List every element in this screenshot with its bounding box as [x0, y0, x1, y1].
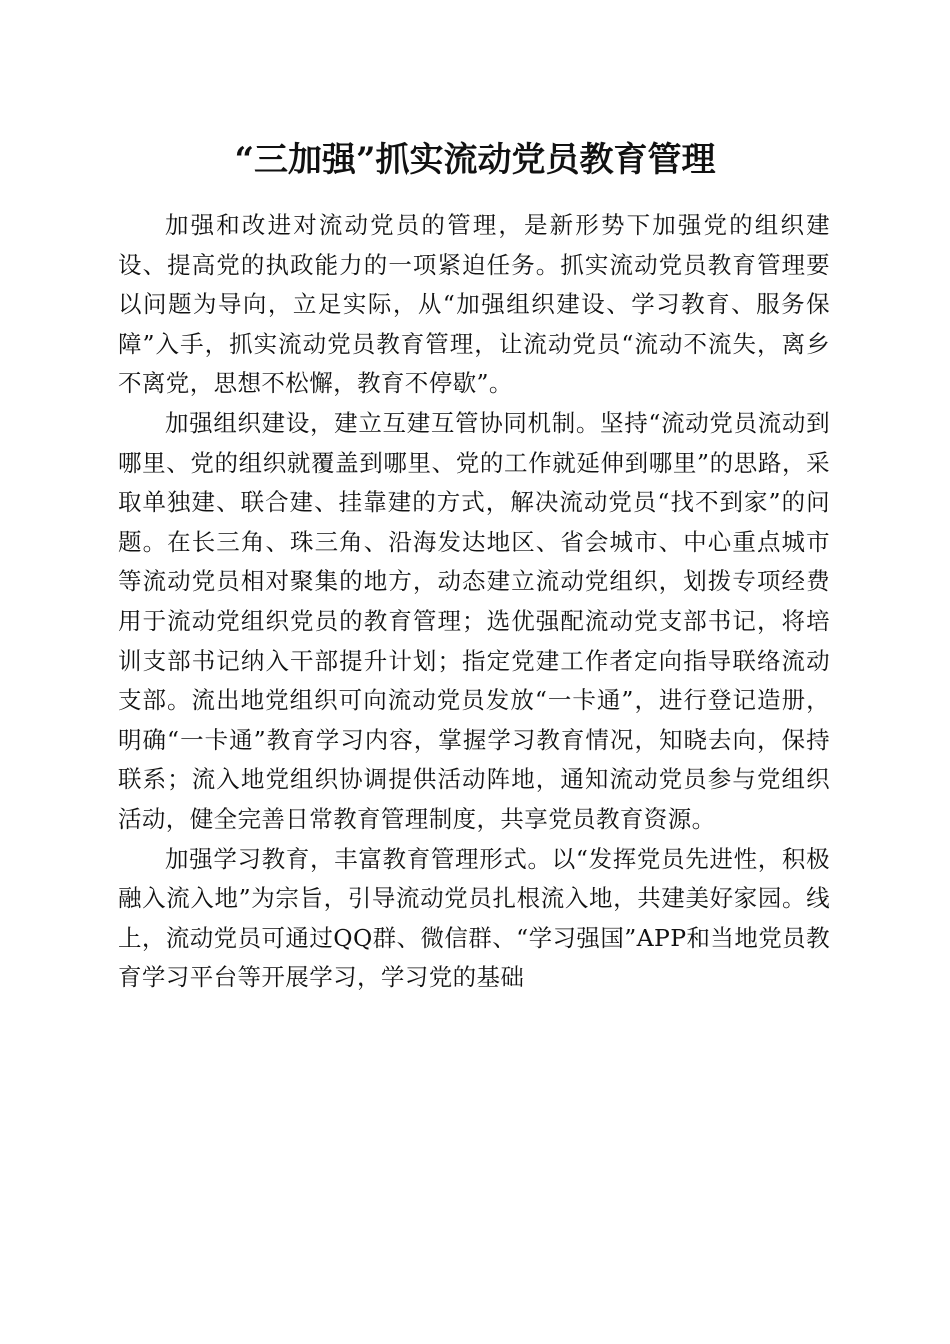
paragraph-organization: 加强组织建设，建立互建互管协同机制。坚持“流动党员流动到哪里、党的组织就覆盖到哪里、党的工作就延伸到哪里”的思路，采取单独建、联合建、挂靠建的方式，解决流动党员“找不到家”的问题。在长三角、珠三角、沿海发达地区、省会城市、中心重点城市等流动党员相对聚集的地方，动态建立流动党组织，划拨专项经费用于流动党组织党员的教育管理；选优强配流动党支部书记，将培训支部书记纳入干部提升计划；指定党建工作者定向指导联络流动支部。流出地党组织可向流动党员发放“一卡通”，进行登记造册，明确“一卡通”教育学习内容，掌握学习教育情况，知晓去向，保持联系；流入地党组织协调提供活动阵地，通知流动党员参与党组织活动，健全完善日常教育管理制度，共享党员教育资源。 — [118, 408, 830, 833]
document-body — [118, 206, 830, 998]
document-title: “三加强”抓实流动党员教育管理 — [234, 140, 716, 180]
paragraph-study: 加强学习教育，丰富教育管理形式。以“发挥党员先进性，积极融入流入地”为宗旨，引导流动党员扎根流入地，共建美好家园。线上，流动党员可通过QQ群、微信群、“学习强国”APP和当地党员教育学习平台等开展学习，学习党的基础 — [118, 844, 830, 992]
paragraph-intro: 加强和改进对流动党员的管理，是新形势下加强党的组织建设、提高党的执政能力的一项紧迫任务。抓实流动党员教育管理要以问题为导向，立足实际，从“加强组织建设、学习教育、服务保障”入手，抓实流动党员教育管理，让流动党员“流动不流失，离乡不离党，思想不松懈，教育不停歇”。 — [118, 211, 830, 398]
